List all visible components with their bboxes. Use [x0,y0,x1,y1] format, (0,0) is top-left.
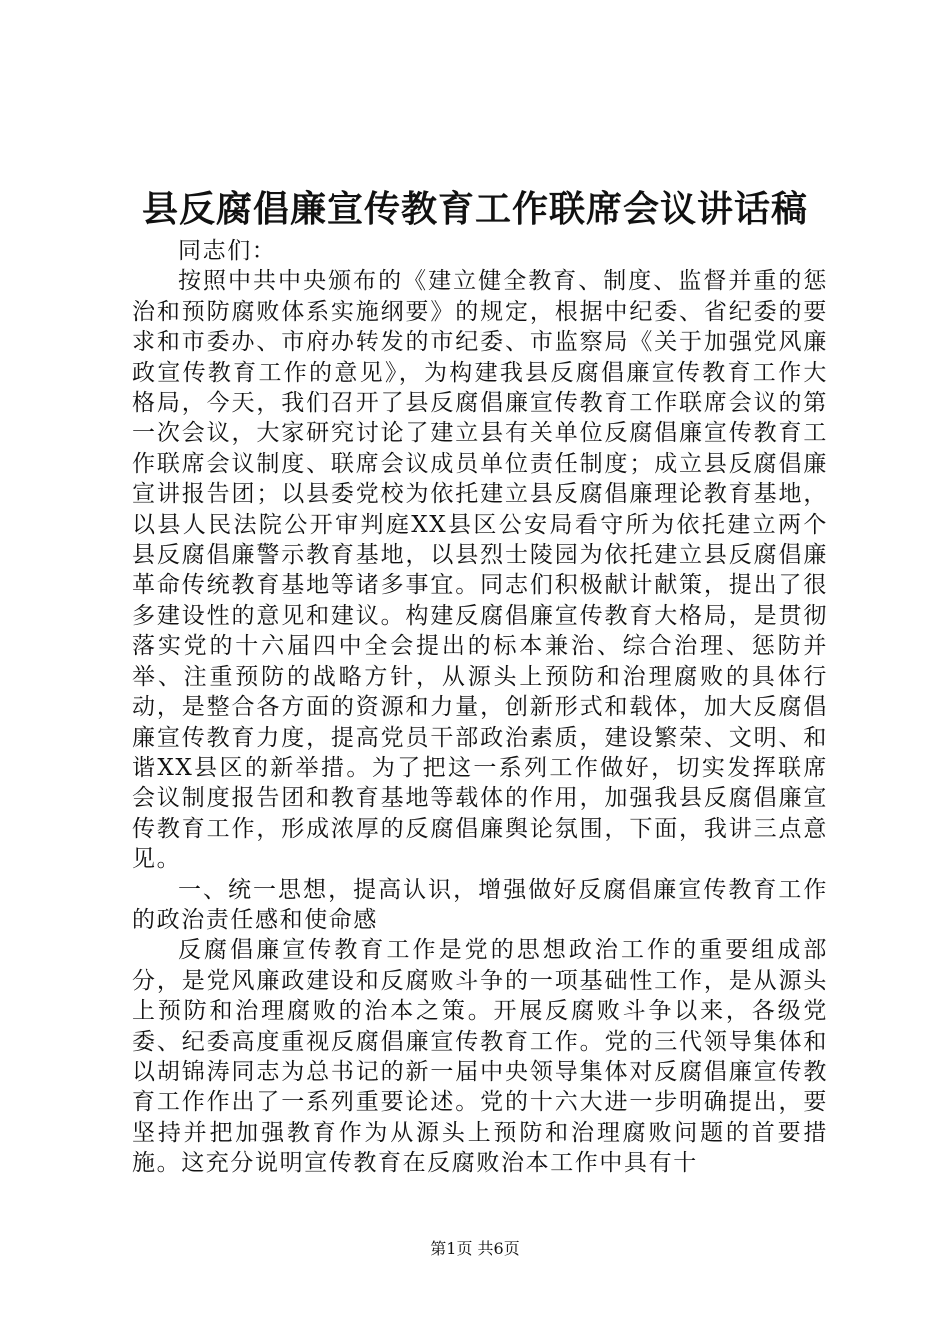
page-number: 第1页 共6页 [430,1239,520,1258]
paragraph: 按照中共中央颁布的《建立健全教育、制度、监督并重的惩治和预防腐败体系实施纲要》的规定，根据中纪委、省纪委的要求和市委办、市府办转发的市纪委、市监察局《关于加强党风廉政宣传教育工作的意见》，为构建我县反腐倡廉宣传教育工作大格局，今天，我们召开了县反腐倡廉宣传教育工作联席会议的第一次会议，大家研究讨论了建立县有关单位反腐倡廉宣传教育工作联席会议制度、联席会议成员单位责任制度；成立县反腐倡廉宣讲报告团；以县委党校为依托建立县反腐倡廉理论教育基地，以县人民法院公开审判庭XX县区公安局看守所为依托建立两个县反腐倡廉警示教育基地，以县烈士陵园为依托建立县反腐倡廉革命传统教育基地等诸多事宜。同志们积极献计献策，提出了很多建设性的意见和建议。构建反腐倡廉宣传教育大格局，是贯彻落实党的十六届四中全会提出的标本兼治、综合治理、惩防并举、注重预防的战略方针，从源头上预防和治理腐败的具体行动，是整合各方面的资源和力量，创新形式和载体，加大反腐倡廉宣传教育力度，提高党员干部政治素质，建设繁荣、文明、和谐XX县区的新举措。为了把这一系列工作做好，切实发挥联席会议制度报告团和教育基地等载体的作用，加强我县反腐倡廉宣传教育工作，形成浓厚的反腐倡廉舆论氛围，下面，我讲三点意见。 [132,268,828,873]
paragraph: 反腐倡廉宣传教育工作是党的思想政治工作的重要组成部分，是党风廉政建设和反腐败斗争的一项基础性工作，是从源头上预防和治理腐败的治本之策。开展反腐败斗争以来，各级党委、纪委高度重视反腐倡廉宣传教育工作。党的三代领导集体和以胡锦涛同志为总书记的新一届中央领导集体对反腐倡廉宣传教育工作作出了一系列重要论述。党的十六大进一步明确提出，要坚持并把加强教育作为从源头上预防和治理腐败问题的首要措施。这充分说明宣传教育在反腐败治本工作中具有十 [132,937,828,1177]
section-heading: 一、统一思想，提高认识，增强做好反腐倡廉宣传教育工作的政治责任感和使命感 [132,876,828,933]
document-body [132,236,828,1179]
salutation: 同志们： [178,238,277,264]
document-title: 县反腐倡廉宣传教育工作联席会议讲话稿 [141,188,808,230]
